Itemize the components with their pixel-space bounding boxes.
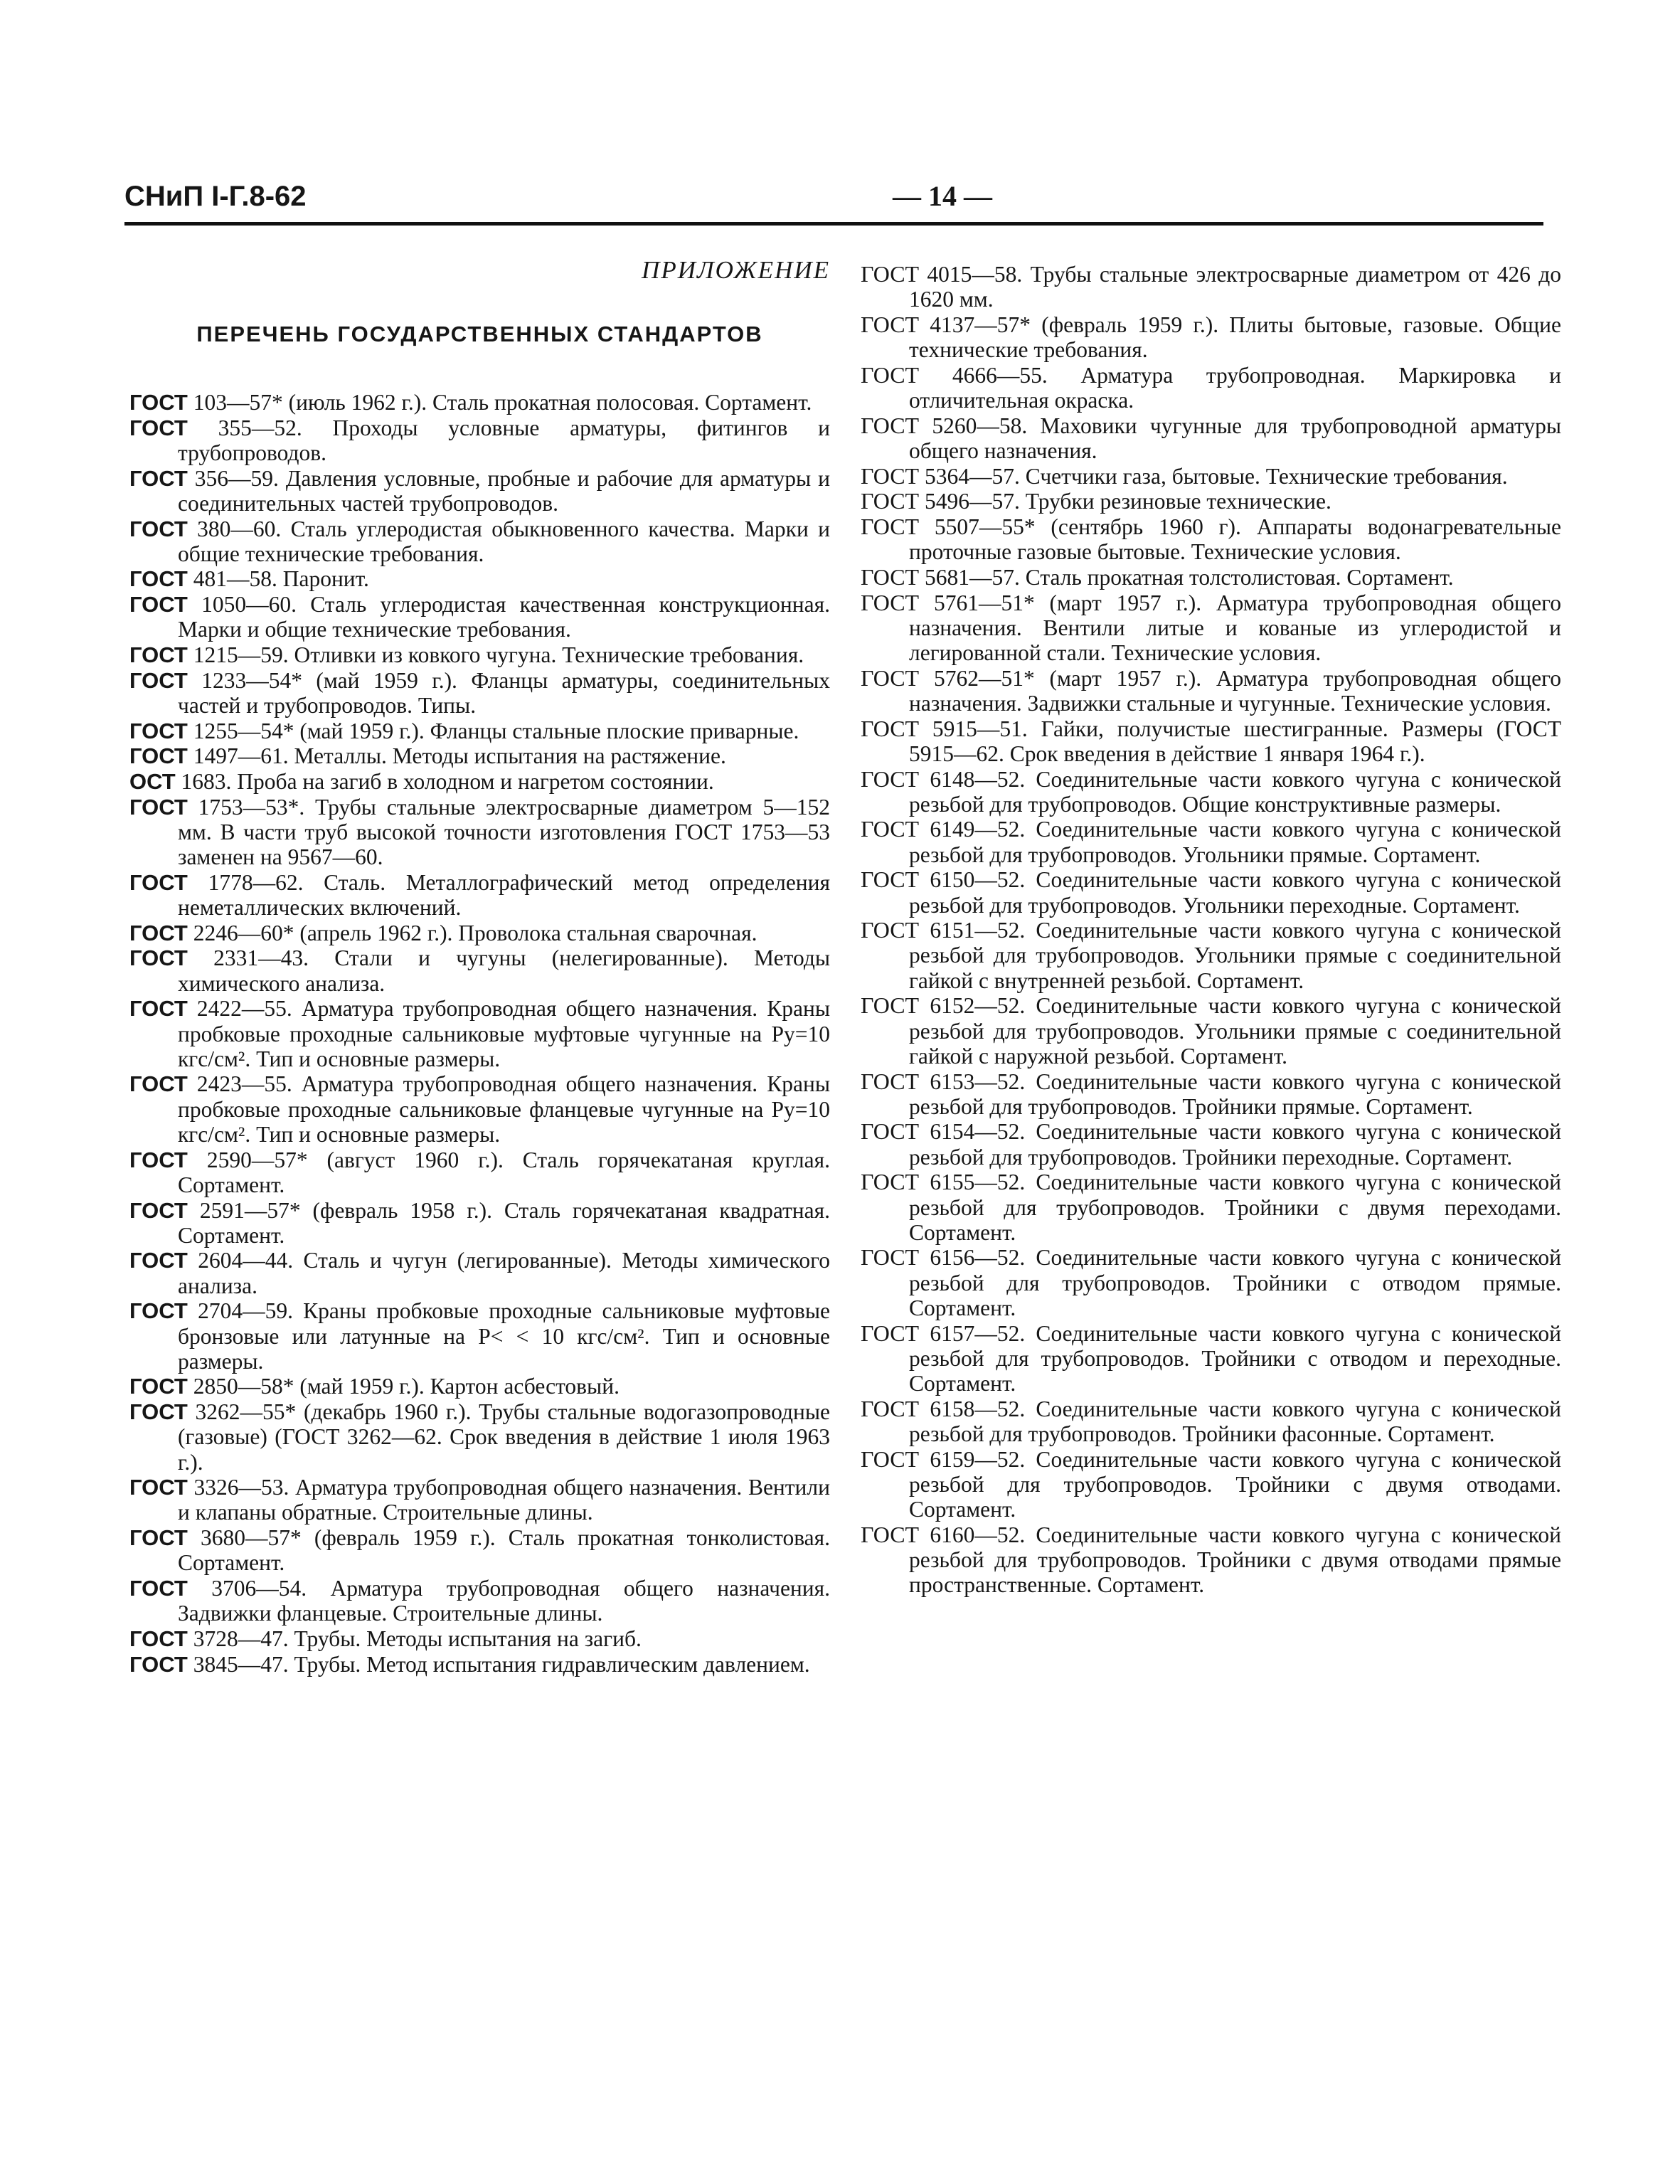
standard-entry	[129, 516, 830, 566]
standard-description: 2850—58* (май 1959 г.). Картон асбестовый.	[193, 1374, 620, 1399]
standard-entry	[129, 719, 830, 743]
standard-description: 356—59. Давления условные, пробные и рабочие для арматуры и соединительных частей трубопроводов.	[178, 465, 830, 516]
standard-description: 4137—57* (февраль 1959 г.). Плиты бытовые, газовые. Общие технические требования.	[909, 312, 1561, 363]
standard-code: ГОСТ	[861, 1118, 920, 1145]
standard-code: ГОСТ	[861, 261, 920, 287]
standard-entry	[129, 592, 830, 642]
standard-code: ГОСТ	[129, 920, 188, 945]
standard-entry	[129, 1248, 830, 1298]
standard-description: 6152—52. Соединительные части ковкого чугуна с конической резьбой для трубопроводов. Угольники прямые с соединительной гайкой с наружной резьбой. Сортамент.	[909, 993, 1561, 1069]
standard-description: 6153—52. Соединительные части ковкого чугуна с конической резьбой для трубопроводов. Тройники прямые. Сортамент.	[909, 1069, 1561, 1119]
standard-entry	[861, 767, 1561, 817]
standards-list-right	[861, 262, 1561, 1597]
standard-description: 6160—52. Соединительные части ковкого чугуна с конической резьбой для трубопроводов. Тройники с двумя отводами прямые пространственные. Сортамент.	[909, 1522, 1561, 1598]
standard-code: ГОСТ	[861, 311, 920, 337]
standard-entry	[861, 565, 1561, 590]
standard-code: ГОСТ	[129, 1147, 188, 1172]
standard-description: 1233—54* (май 1959 г.). Фланцы арматуры, соединительных частей и трубопроводов. Типы.	[178, 667, 830, 718]
standard-entry	[129, 1374, 830, 1399]
standard-code: ГОСТ	[129, 718, 188, 743]
standard-description: 2246—60* (апрель 1962 г.). Проволока стальная сварочная.	[193, 920, 757, 945]
standard-entry	[129, 566, 830, 591]
standard-description: 6151—52. Соединительные части ковкого чугуна с конической резьбой для трубопроводов. Угольники прямые с соединительной гайкой с внутренней резьбой. Сортамент.	[909, 918, 1561, 993]
left-column	[129, 256, 830, 1677]
standard-code: ГОСТ	[861, 1169, 920, 1195]
standard-code: ГОСТ	[129, 390, 188, 415]
standard-entry	[129, 1198, 830, 1248]
standard-entry	[129, 1576, 830, 1626]
standard-entry	[861, 413, 1561, 463]
standard-code: ГОСТ	[861, 563, 920, 590]
standard-code: ГОСТ	[129, 1298, 188, 1324]
standard-entry	[861, 666, 1561, 716]
standard-code: ГОСТ	[861, 1244, 920, 1271]
standard-code: ГОСТ	[861, 992, 920, 1019]
standard-description: 1497—61. Металлы. Методы испытания на растяжение.	[193, 743, 726, 769]
standard-description: 2604—44. Сталь и чугун (легированные). Методы химического анализа.	[178, 1248, 831, 1298]
standard-code: ГОСТ	[861, 514, 920, 540]
standard-code: ГОСТ	[861, 462, 920, 489]
standard-code: ГОСТ	[861, 664, 920, 691]
standard-code: ГОСТ	[129, 1525, 188, 1551]
standard-description: 2422—55. Арматура трубопроводная общего назначения. Краны пробковые проходные сальниковые муфтовые чугунные на Pу=10 кгс/см². Тип и основные размеры.	[178, 996, 830, 1071]
standard-entry	[129, 870, 830, 920]
standard-code: ГОСТ	[129, 516, 188, 541]
standard-code: ГОСТ	[861, 1068, 920, 1094]
standard-entry	[861, 817, 1561, 866]
standard-description: 6158—52. Соединительные части ковкого чугуна с конической резьбой для трубопроводов. Тройники фасонные. Сортамент.	[909, 1396, 1561, 1446]
standard-code: ГОСТ	[129, 945, 188, 971]
standard-description: 103—57* (июль 1962 г.). Сталь прокатная полосовая. Сортамент.	[193, 390, 812, 415]
standard-entry	[861, 464, 1561, 489]
standard-code: ГОСТ	[129, 1248, 188, 1273]
standard-description: 1215—59. Отливки из ковкого чугуна. Технические требования.	[193, 642, 804, 668]
standard-entry	[861, 1447, 1561, 1522]
appendix-label: ПРИЛОЖЕНИЕ	[642, 256, 830, 284]
standard-entry	[861, 1245, 1561, 1320]
standard-description: 355—52. Проходы условные арматуры, фитингов и трубопроводов.	[178, 415, 830, 465]
standard-description: 2590—57* (август 1960 г.). Сталь горячекатаная круглая. Сортамент.	[178, 1147, 830, 1197]
standard-description: 6148—52. Соединительные части ковкого чугуна с конической резьбой для трубопроводов. Общие конструктивные размеры.	[909, 766, 1561, 817]
standard-entry	[861, 1522, 1561, 1598]
standard-description: 3326—53. Арматура трубопроводная общего назначения. Вентили и клапаны обратные. Строительные длины.	[178, 1475, 830, 1525]
standard-entry	[861, 489, 1561, 514]
standard-description: 4666—55. Арматура трубопроводная. Маркировка и отличительная окраска.	[909, 362, 1561, 413]
standard-code: ГОСТ	[129, 1651, 188, 1677]
standard-description: 3845—47. Трубы. Метод испытания гидравлическим давлением.	[193, 1651, 810, 1677]
standard-code: ГОСТ	[129, 642, 188, 668]
standard-entry	[129, 921, 830, 945]
standard-description: 5507—55* (сентябрь 1960 г). Аппараты водонагревательные проточные газовые бытовые. Технические условия.	[909, 514, 1561, 565]
standard-code: ГОСТ	[861, 1446, 920, 1472]
right-column	[861, 262, 1561, 1598]
standard-code: ГОСТ	[861, 816, 920, 842]
standard-description: 5260—58. Маховики чугунные для трубопроводной арматуры общего назначения.	[909, 413, 1562, 463]
standard-entry	[861, 312, 1561, 362]
standard-entry	[861, 262, 1561, 312]
standard-code: ГОСТ	[861, 589, 920, 615]
standard-code: ГОСТ	[129, 996, 188, 1022]
standard-code: ГОСТ	[129, 1374, 188, 1399]
standard-entry	[129, 1652, 830, 1677]
standard-entry	[861, 1321, 1561, 1396]
standard-description: 1753—53*. Трубы стальные электросварные диаметром 5—152 мм. В части труб высокой точности изготовления ГОСТ 1753—53 заменен на 9567—60.	[178, 794, 831, 870]
standard-entry	[129, 1298, 830, 1374]
standard-description: 1050—60. Сталь углеродистая качественная конструкционная. Марки и общие технические требования.	[178, 592, 830, 642]
standard-entry	[129, 769, 830, 794]
standard-description: 3680—57* (февраль 1959 г.). Сталь прокатная тонколистовая. Сортамент.	[178, 1525, 830, 1576]
standard-code: ГОСТ	[129, 1399, 188, 1425]
standard-entry	[861, 1170, 1561, 1245]
standard-description: 6156—52. Соединительные части ковкого чугуна с конической резьбой для трубопроводов. Тройники с отводом прямые. Сортамент.	[909, 1245, 1561, 1320]
standard-description: 2591—57* (февраль 1958 г.). Сталь горячекатаная квадратная. Сортамент.	[178, 1197, 831, 1248]
standard-description: 2331—43. Стали и чугуны (нелегированные). Методы химического анализа.	[178, 945, 831, 996]
standard-entry	[861, 363, 1561, 413]
standard-description: 481—58. Паронит.	[193, 566, 369, 592]
standard-code: ГОСТ	[861, 1320, 920, 1346]
standard-description: 2423—55. Арматура трубопроводная общего назначения. Краны пробковые проходные сальниковые фланцевые чугунные на Pу=10 кгс/см². Тип и основные размеры.	[178, 1071, 830, 1147]
standard-code: ГОСТ	[861, 866, 920, 893]
standard-code: ГОСТ	[129, 794, 188, 820]
standard-entry	[129, 1071, 830, 1147]
standard-entry	[861, 514, 1561, 564]
standard-entry	[129, 1626, 830, 1651]
standard-entry	[129, 668, 830, 718]
standard-description: 6155—52. Соединительные части ковкого чугуна с конической резьбой для трубопроводов. Тройники с двумя переходами. Сортамент.	[909, 1170, 1561, 1245]
standard-code: ГОСТ	[129, 1475, 188, 1500]
standard-entry	[129, 466, 830, 516]
standard-code: ГОСТ	[861, 1395, 920, 1421]
standard-description: 3728—47. Трубы. Методы испытания на загиб.	[193, 1626, 642, 1651]
standard-entry	[129, 642, 830, 667]
standard-entry	[861, 918, 1561, 993]
standard-description: 5915—51. Гайки, получистые шестигранные. Размеры (ГОСТ 5915—62. Срок введения в действие 1 января 1964 г.).	[909, 716, 1561, 766]
standard-description: 2704—59. Краны пробковые проходные сальниковые муфтовые бронзовые или латунные на P< < 10 кгс/см². Тип и основные размеры.	[178, 1298, 831, 1374]
standard-entry	[861, 1396, 1561, 1446]
standard-description: 4015—58. Трубы стальные электросварные диаметром от 426 до 1620 мм.	[909, 262, 1561, 312]
list-title: ПЕРЕЧЕНЬ ГОСУДАРСТВЕННЫХ СТАНДАРТОВ	[196, 322, 763, 346]
standard-code: ГОСТ	[861, 765, 920, 792]
standard-description: 5364—57. Счетчики газа, бытовые. Технические требования.	[924, 463, 1508, 489]
standard-code: ГОСТ	[129, 743, 188, 769]
standard-description: 3262—55* (декабрь 1960 г.). Трубы стальные водогазопроводные (газовые) (ГОСТ 3262—62. Срок введения в действие 1 июля 1963 г.).	[178, 1399, 830, 1475]
standard-code: ГОСТ	[129, 566, 188, 592]
standard-description: 380—60. Сталь углеродистая обыкновенного качества. Марки и общие технические требования.	[178, 516, 830, 566]
standard-entry	[129, 415, 830, 465]
standard-description: 3706—54. Арматура трубопроводная общего назначения. Задвижки фланцевые. Строительные длины.	[178, 1576, 830, 1626]
standard-description: 6149—52. Соединительные части ковкого чугуна с конической резьбой для трубопроводов. Угольники прямые. Сортамент.	[909, 817, 1561, 867]
standard-entry	[129, 795, 830, 870]
standard-description: 5496—57. Трубки резиновые технические.	[924, 489, 1331, 514]
standard-code: ГОСТ	[129, 415, 188, 440]
standard-code: ГОСТ	[129, 667, 188, 693]
standard-code: ГОСТ	[129, 1626, 188, 1651]
standard-code: ГОСТ	[861, 412, 920, 438]
standard-description: 5761—51* (март 1957 г.). Арматура трубопроводная общего назначения. Вентили литые и кованые из углеродистой и легированной стали. Технические условия.	[909, 590, 1562, 666]
standard-description: 6159—52. Соединительные части ковкого чугуна с конической резьбой для трубопроводов. Тройники с двумя отводами. Сортамент.	[909, 1446, 1561, 1522]
standard-code: ГОСТ	[129, 592, 188, 617]
standard-code: ГОСТ	[861, 715, 920, 741]
standard-entry	[861, 1069, 1561, 1119]
standard-description: 5681—57. Сталь прокатная толстолистовая. Сортамент.	[924, 564, 1454, 590]
standard-entry	[861, 716, 1561, 766]
document-code: СНиП I-Г.8-62	[124, 181, 307, 212]
standard-description: 6154—52. Соединительные части ковкого чугуна с конической резьбой для трубопроводов. Тройники переходные. Сортамент.	[909, 1119, 1561, 1170]
standard-entry	[129, 945, 830, 995]
standard-code: ОСТ	[129, 769, 176, 795]
standard-entry	[129, 1399, 830, 1475]
running-header	[124, 178, 1543, 226]
standard-entry	[129, 390, 830, 415]
standard-code: ГОСТ	[129, 465, 188, 491]
standard-code: ГОСТ	[129, 1576, 188, 1601]
standard-entry	[861, 1119, 1561, 1169]
standard-code: ГОСТ	[861, 488, 920, 514]
standard-code: ГОСТ	[861, 1521, 920, 1547]
standard-entry	[129, 1475, 830, 1525]
standard-entry	[129, 1147, 830, 1197]
standard-description: 5762—51* (март 1957 г.). Арматура трубопроводная общего назначения. Задвижки стальные и чугунные. Технические условия.	[909, 665, 1562, 716]
standard-description: 1683. Проба на загиб в холодном и нагретом состоянии.	[181, 769, 714, 795]
standard-entry	[861, 590, 1561, 666]
standard-code: ГОСТ	[129, 1197, 188, 1223]
standard-entry	[861, 993, 1561, 1069]
page-number: — 14 —	[893, 180, 992, 212]
standard-code: ГОСТ	[861, 917, 920, 943]
standard-description: 6157—52. Соединительные части ковкого чугуна с конической резьбой для трубопроводов. Тройники с отводом и переходные. Сортамент.	[909, 1320, 1561, 1396]
standard-description: 6150—52. Соединительные части ковкого чугуна с конической резьбой для трубопроводов. Угольники переходные. Сортамент.	[909, 867, 1561, 918]
standard-code: ГОСТ	[861, 361, 920, 388]
standard-description: 1778—62. Сталь. Металлографический метод определения неметаллических включений.	[178, 869, 830, 921]
standards-list-left	[129, 390, 830, 1677]
standard-entry	[861, 867, 1561, 917]
standard-entry	[129, 743, 830, 768]
standard-entry	[129, 996, 830, 1071]
standard-entry	[129, 1525, 830, 1575]
standard-code: ГОСТ	[129, 869, 188, 895]
standard-description: 1255—54* (май 1959 г.). Фланцы стальные плоские приварные.	[193, 718, 799, 743]
standard-code: ГОСТ	[129, 1071, 188, 1097]
